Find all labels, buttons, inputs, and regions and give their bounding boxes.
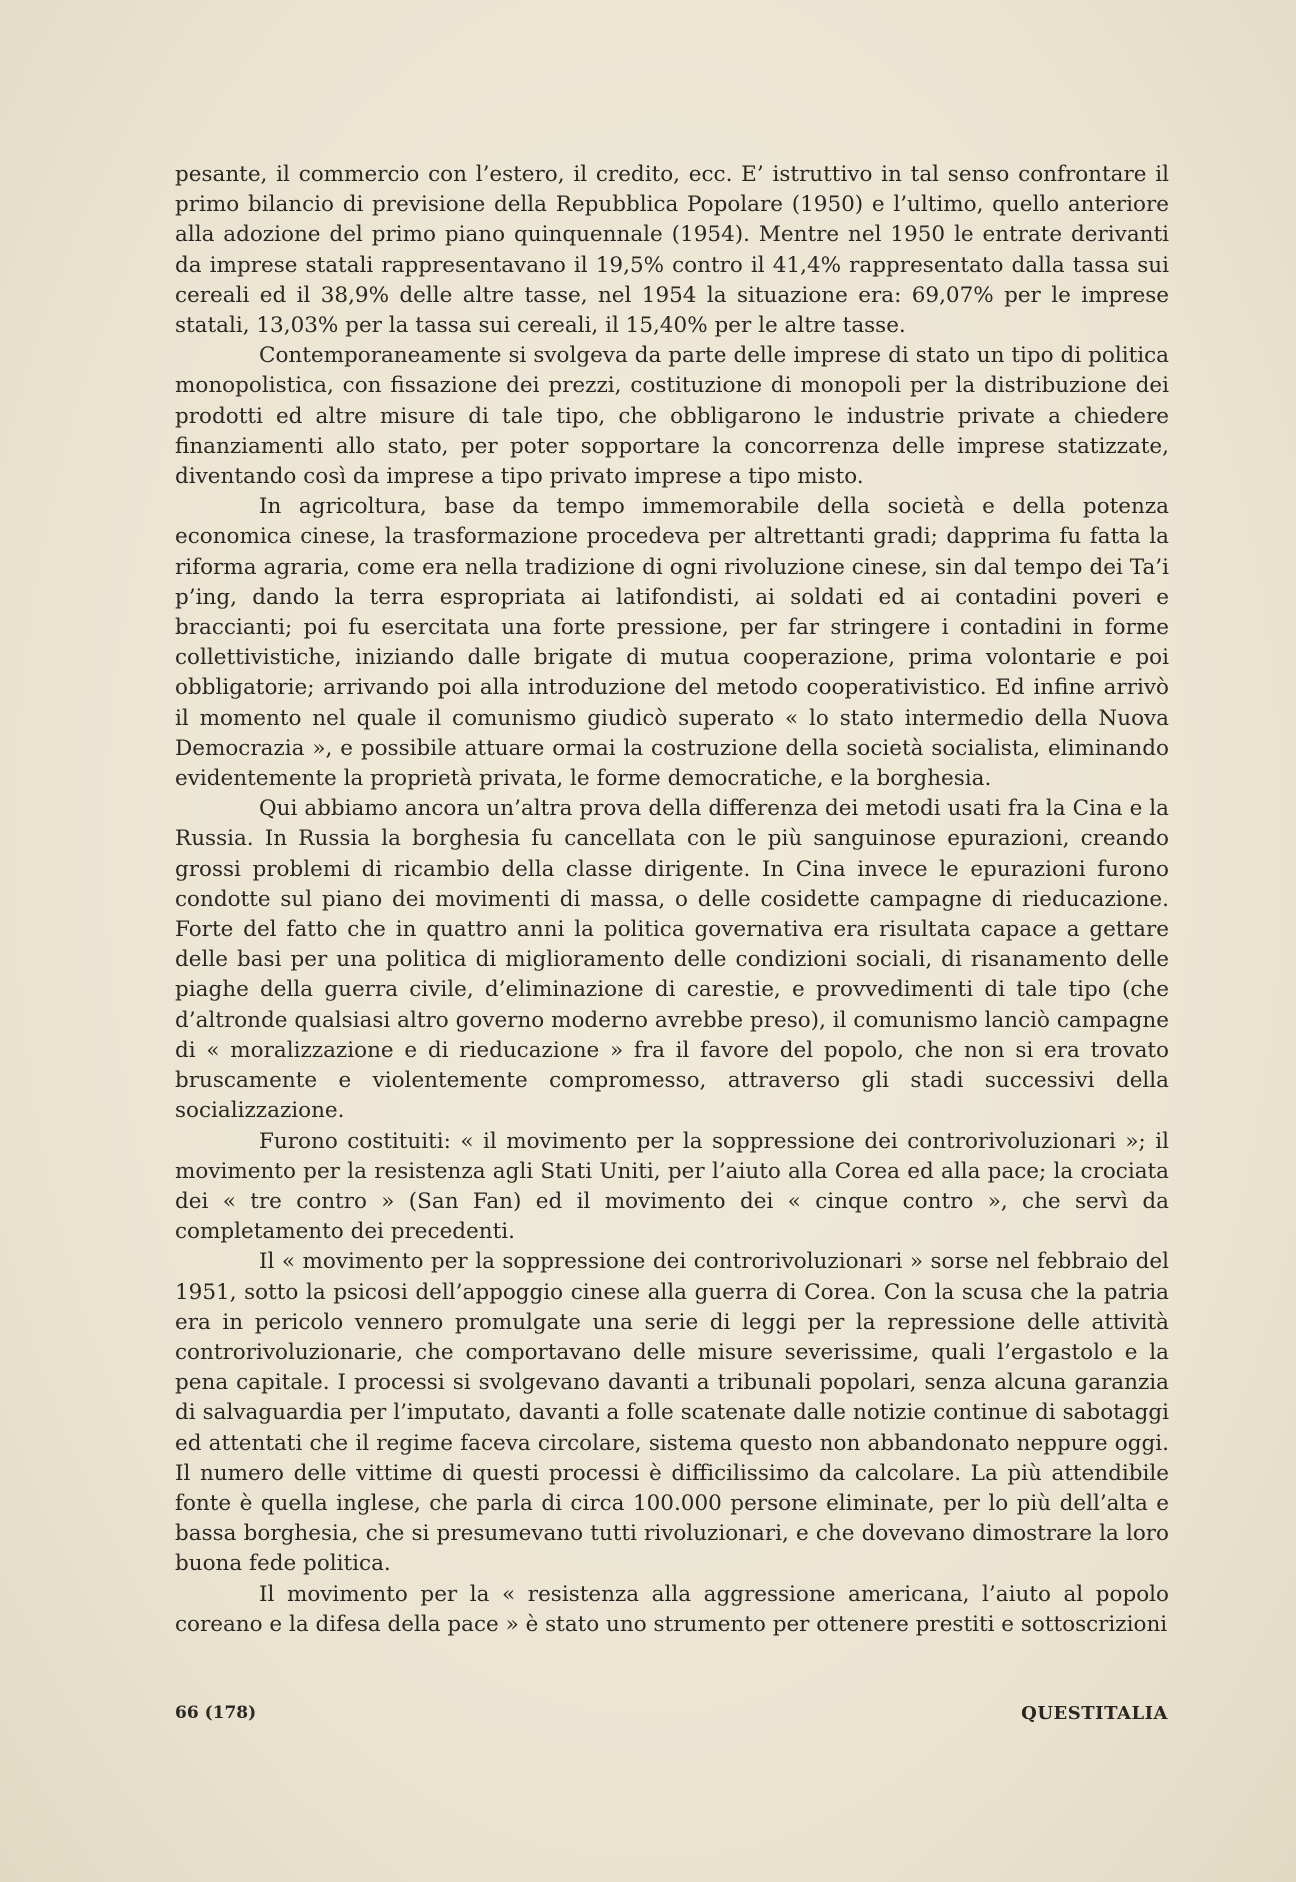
paragraph-1: pesante, il commercio con l’estero, il credito, ecc. E’ istruttivo in tal senso confrontare il primo bilancio di previsione della Repubblica Popolare (1950) e l’ultimo, quello anteriore alla adozione del primo piano quinquennale (1954). Mentre nel 1950 le entrate derivanti da imprese statali rappresentavano il 19,5% contro il 41,4% rappresentato dalla tassa sui cereali ed il 38,9% delle altre tasse, nel 1954 la situazione era: 69,07% per le imprese statali, 13,03% per la tassa sui cereali, il 15,40% per le altre tasse. xyxy=(175,162,1169,339)
article-body xyxy=(175,160,1169,1640)
paragraph-7: Il movimento per la « resistenza alla aggressione americana, l’aiuto al popolo coreano e la difesa della pace » è stato uno strumento per ottenere prestiti e sottoscrizioni xyxy=(175,1581,1169,1637)
page-number: 66 (178) xyxy=(175,1703,257,1723)
paragraph-2: Contemporaneamente si svolgeva da parte delle imprese di stato un tipo di politica monopolistica, con fissazione dei prezzi, costituzione di monopoli per la distribuzione dei prodotti ed altre misure di tale tipo, che obbligarono le industrie private a chiedere finanziamenti allo stato, per poter sopportare la concorrenza delle imprese statizzate, diventando così da imprese a tipo privato imprese a tipo misto. xyxy=(175,343,1169,490)
paragraph-5: Furono costituiti: « il movimento per la soppressione dei controrivoluzionari »; il movimento per la resistenza agli Stati Uniti, per l’aiuto alla Corea ed alla pace; la crociata dei « tre contro » (San Fan) ed il movimento dei « cinque contro », che servì da completamento dei precedenti. xyxy=(175,1128,1169,1245)
paragraph-6: Il « movimento per la soppressione dei controrivoluzionari » sorse nel febbraio del 1951, sotto la psicosi dell’appoggio cinese alla guerra di Corea. Con la scusa che la patria era in pericolo vennero promulgate una serie di leggi per la repressione delle attività controrivoluzionarie, che comportavano delle misure severissime, quali l’ergastolo e la pena capitale. I processi si svolgevano davanti a tribunali popolari, senza alcuna garanzia di salvaguardia per l’imputato, davanti a folle scatenate dalle notizie continue di sabotaggi ed attentati che il regime faceva circolare, sistema questo non abbandonato neppure oggi. Il numero delle vittime di questi processi è difficilissimo da calcolare. La più attendibile fonte è quella inglese, che parla di circa 100.000 persone eliminate, per lo più dell’alta e bassa borghesia, che si presumevano tutti rivoluzionari, e che dovevano dimostrare la loro buona fede politica. xyxy=(175,1249,1169,1577)
paragraph-4: Qui abbiamo ancora un’altra prova della differenza dei metodi usati fra la Cina e la Russia. In Russia la borghesia fu cancellata con le più sanguinose epurazioni, creando grossi problemi di ricambio della classe dirigente. In Cina invece le epurazioni furono condotte sul piano dei movimenti di massa, o delle cosidette campagne di rieducazione. Forte del fatto che in quattro anni la politica governativa era risultata capace a gettare delle basi per una politica di miglioramento delle condizioni sociali, di risanamento delle piaghe della guerra civile, d’eliminazione di carestie, e provvedimenti di tale tipo (che d’altronde qualsiasi altro governo moderno avrebbe preso), il comunismo lanciò campagne di « moralizzazione e di rieducazione » fra il favore del popolo, che non si era trovato bruscamente e violentemente compromesso, attraverso gli stadi successivi della socializzazione. xyxy=(175,796,1169,1124)
paragraph-3: In agricoltura, base da tempo immemorabile della società e della potenza economica cinese, la trasformazione procedeva per altrettanti gradi; dapprima fu fatta la riforma agraria, come era nella tradizione di ogni rivoluzione cinese, sin dal tempo dei Ta’i p’ing, dando la terra espropriata ai latifondisti, ai soldati ed ai contadini poveri e braccianti; poi fu esercitata una forte pressione, per far stringere i contadini in forme collettivistiche, iniziando dalle brigate di mutua cooperazione, prima volontarie e poi obbligatorie; arrivando poi alla introduzione del metodo cooperativistico. Ed infine arrivò il momento nel quale il comunismo giudicò superato « lo stato intermedio della Nuova Democrazia », e possibile attuare ormai la costruzione della società socialista, eliminando evidentemente la proprietà privata, le forme democratiche, e la borghesia. xyxy=(175,494,1169,792)
publication-name: QUESTITALIA xyxy=(1021,1703,1168,1724)
